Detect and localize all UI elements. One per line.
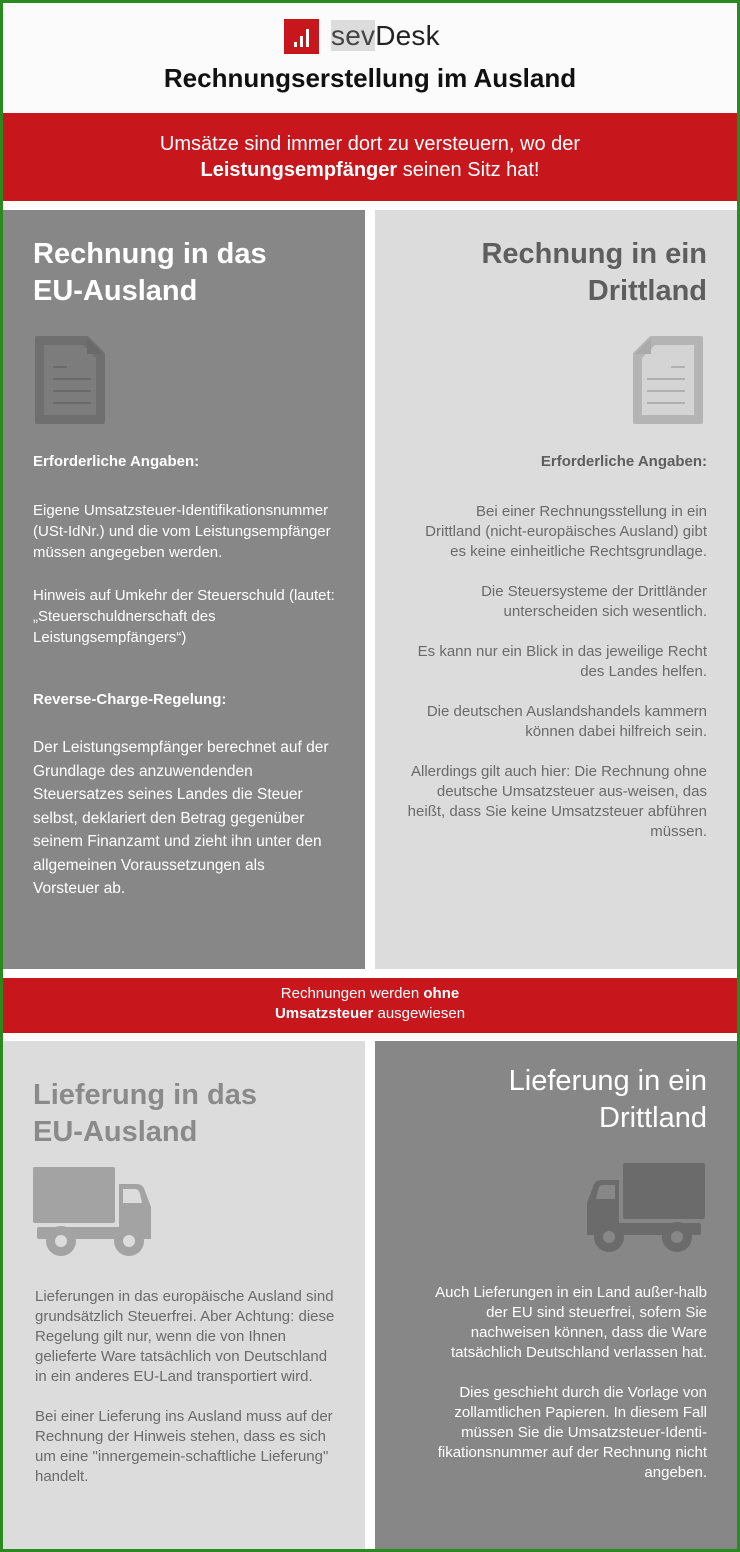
panel-invoice-third-country [375, 210, 737, 969]
middle-banner [3, 978, 737, 1033]
panel-title: Rechnung in das EU-Ausland [33, 238, 267, 307]
panel-title: Rechnung in ein Drittland [481, 238, 707, 307]
paragraph: Lieferungen in das europäische Ausland sind grundsätzlich Steuerfrei. Aber Achtung: diese Regelung gilt nur, wenn die von Ihnen gelieferte Ware tatsächlich von Deutschland in ein anderes EU-Land transportiert wird. [35, 1288, 335, 1385]
bar-chart-icon [284, 19, 319, 54]
banner-line-2: Leistungsempfänger seinen Sitz hat! [200, 159, 540, 181]
paragraph: Eigene Umsatzsteuer-Identifikationsnummer (USt-IdNr.) und die vom Leistungsempfänger müssen angegeben werden. [33, 502, 331, 561]
sevdesk-logo [284, 18, 440, 54]
top-banner [3, 113, 737, 201]
document-icon [631, 334, 705, 426]
logo-wordmark: sevDesk [331, 20, 440, 51]
panel-delivery-third-country [375, 1041, 737, 1549]
paragraph: Bei einer Lieferung ins Ausland muss auf der Rechnung der Hinweis stehen, dass es sich um eine "innergemein-schaftliche Lieferung" handelt. [35, 1408, 333, 1485]
banner-line-1: Rechnungen werden ohne [280, 985, 460, 1002]
panel-delivery-eu [3, 1041, 365, 1549]
panel-invoice-eu [3, 210, 365, 969]
reverse-charge-label: Reverse-Charge-Regelung: [33, 691, 227, 708]
header [3, 3, 737, 113]
page-title: Rechnungserstellung im Ausland [163, 63, 577, 93]
document-icon [33, 334, 107, 426]
required-info-label: Erforderliche Angaben: [540, 453, 707, 470]
truck-icon [585, 1163, 705, 1253]
truck-icon [33, 1167, 153, 1257]
paragraph: Die deutschen Auslandshandels kammern können dabei hilfreich sein. [426, 703, 707, 740]
paragraph: Auch Lieferungen in ein Land außer-halb der EU sind steuerfrei, sofern Sie nachweisen können, dass die Ware tatsächlich Deutschland verlassen hat. [435, 1284, 707, 1361]
banner-line-1: Umsätze sind immer dort zu versteuern, wo der [159, 133, 581, 155]
panel-title: Lieferung in ein Drittland [508, 1065, 707, 1134]
paragraph: Hinweis auf Umkehr der Steuerschuld (lautet: „Steuerschuldnerschaft des Leistungsempfängers“) [33, 587, 335, 646]
paragraph: Bei einer Rechnungsstellung in ein Drittland (nicht-europäisches Ausland) gibt es keine einheitliche Rechtsgrundlage. [425, 503, 707, 560]
paragraph: Allerdings gilt auch hier: Die Rechnung ohne deutsche Umsatzsteuer aus-weisen, das heißt, dass Sie keine Umsatzsteuer abführen müssen. [407, 763, 707, 840]
paragraph: Es kann nur ein Blick in das jeweilige Recht des Landes helfen. [417, 643, 707, 680]
paragraph: Dies geschieht durch die Vorlage von zollamtlichen Papieren. In diesem Fall müssen Sie die Umsatzsteuer-Identi-fikationsnummer auf der Rechnung nicht angeben. [437, 1384, 707, 1481]
paragraph: Der Leistungsempfänger berechnet auf der Grundlage des anzuwendenden Steuersatzes seines Landes die Steuer selbst, deklariert den Betrag gegenüber seinem Finanzamt und zieht ihn unter den allgemeinen Voraussetzungen als Vorsteuer ab. [33, 739, 329, 897]
panel-title: Lieferung in das EU-Ausland [33, 1079, 257, 1148]
banner-line-2: Umsatzsteuer ausgewiesen [274, 1005, 466, 1022]
required-info-label: Erforderliche Angaben: [33, 453, 200, 470]
paragraph: Die Steuersysteme der Drittländer unterscheiden sich wesentlich. [481, 583, 707, 620]
